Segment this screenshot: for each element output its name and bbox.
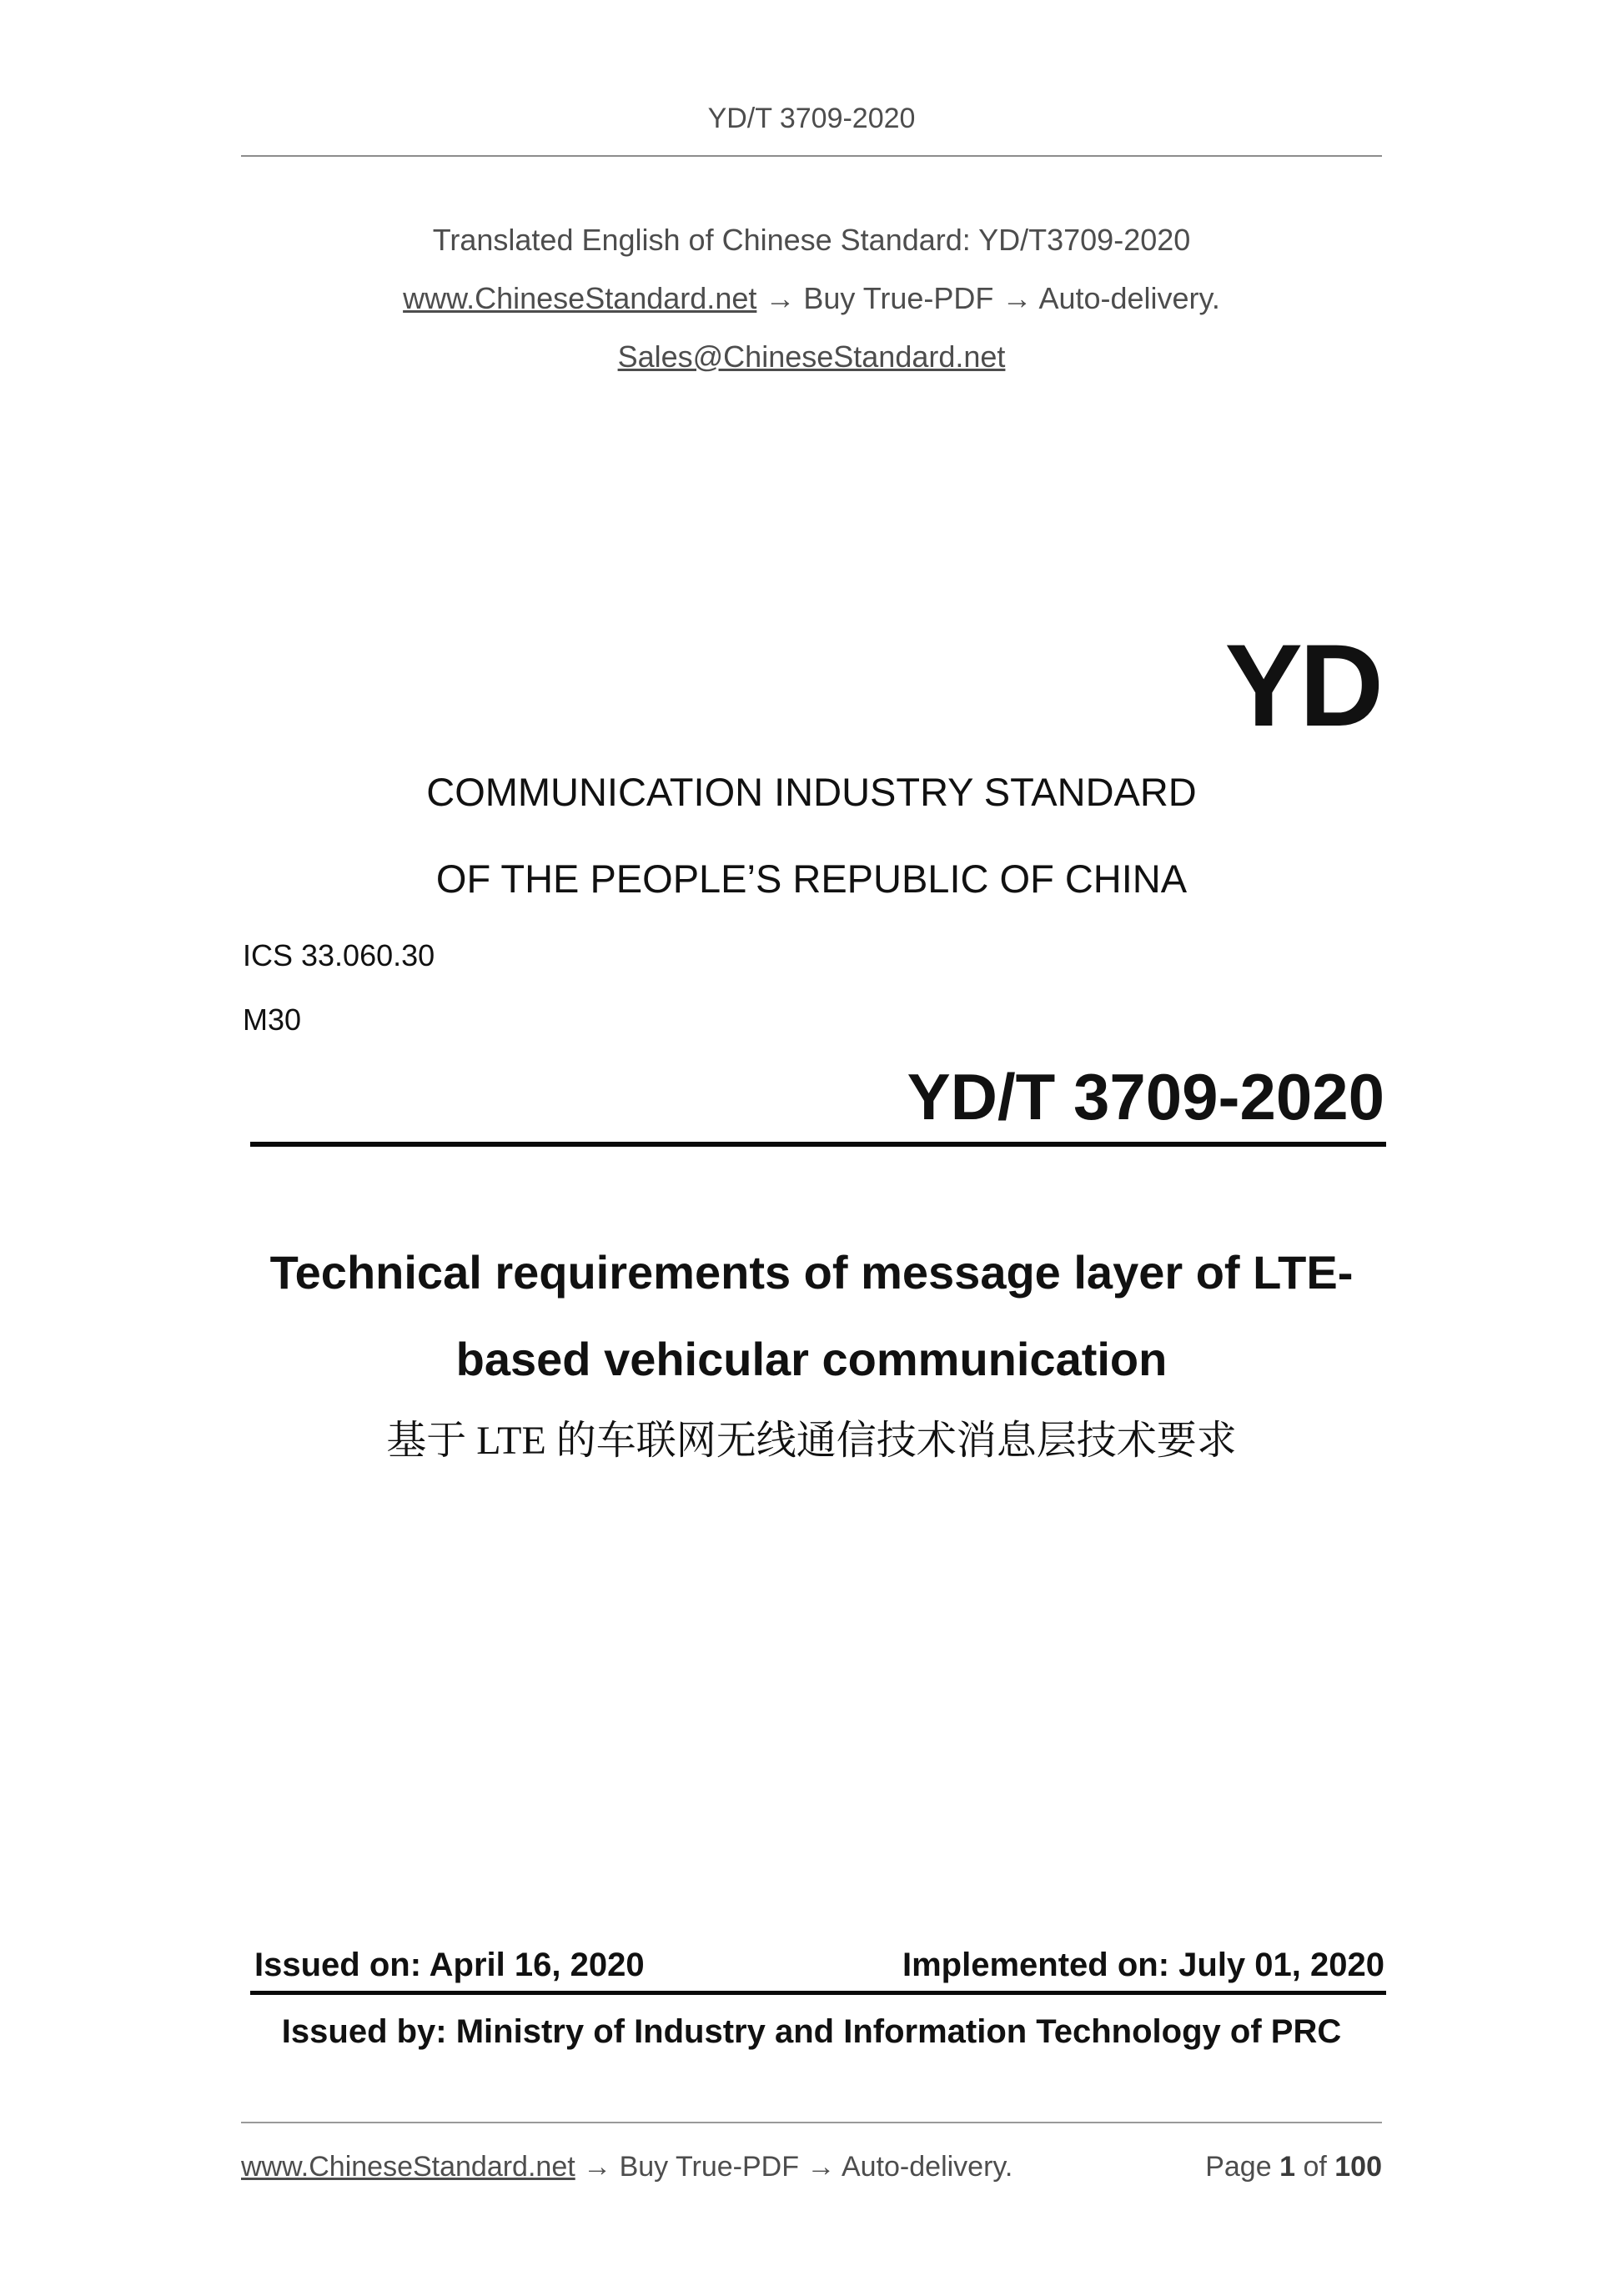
title-english-line2: based vehicular communication	[455, 1333, 1168, 1385]
footer-site-rest: → Buy True-PDF → Auto-delivery.	[575, 2151, 1013, 2183]
page-label: Page	[1205, 2151, 1272, 2183]
sales-email-line	[0, 339, 1623, 374]
standard-name-line1: COMMUNICATION INDUSTRY STANDARD	[426, 770, 1197, 814]
running-header-doc-code: YD/T 3709-2020	[707, 103, 916, 134]
page-total: 100	[1334, 2151, 1382, 2183]
standard-name-line2: OF THE PEOPLE’S REPUBLIC OF CHINA	[435, 857, 1188, 901]
issuing-authority: Issued by: Ministry of Industry and Information Technology of PRC	[281, 2013, 1342, 2050]
standard-code-rule	[250, 1142, 1386, 1147]
footer-site-line	[241, 2150, 1012, 2184]
standard-code: YD/T 3709-2020	[907, 1060, 1384, 1133]
standard-body-logo: YD	[1224, 620, 1380, 751]
footer-website-link[interactable]: www.ChineseStandard.net	[241, 2151, 575, 2183]
implemented-on-date: Implemented on: July 01, 2020	[902, 1947, 1384, 1983]
footer	[241, 2150, 1382, 2184]
sales-email-link[interactable]: Sales@ChineseStandard.net	[617, 339, 1006, 374]
footer-divider-rule	[241, 2122, 1382, 2123]
store-website-link[interactable]: www.ChineseStandard.net	[403, 281, 757, 315]
header-divider-rule	[241, 155, 1382, 157]
of-label: of	[1303, 2151, 1327, 2183]
footer-page-indicator	[1205, 2150, 1382, 2184]
title-english-line1: Technical requirements of message layer of LTE-	[269, 1246, 1354, 1299]
translated-standard-line: Translated English of Chinese Standard: YD/T3709-2020	[432, 223, 1191, 257]
issued-on-date: Issued on: April 16, 2020	[254, 1947, 645, 1983]
ics-classification-code: ICS 33.060.30	[243, 938, 435, 972]
china-classification-code: M30	[243, 1002, 302, 1037]
store-info-rest: → Buy True-PDF → Auto-delivery.	[756, 281, 1220, 315]
dates-divider-rule	[250, 1991, 1386, 1995]
page-current: 1	[1279, 2151, 1295, 2183]
title-chinese: 基于 LTE 的车联网无线通信技术消息层技术要求	[386, 1419, 1237, 1463]
store-info-line	[0, 280, 1623, 316]
